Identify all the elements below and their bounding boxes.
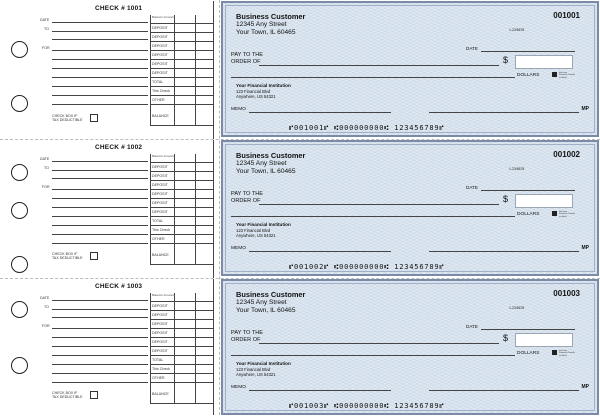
bank-address-line1: 123 Financial Blvd	[236, 367, 271, 372]
dollars-label: DOLLARS	[517, 212, 540, 217]
written-amount-line[interactable]	[231, 355, 515, 356]
dollar-sign: $	[503, 194, 509, 204]
bank-address-line2: Anywhere, US 54321	[236, 372, 276, 377]
business-address-line1: 12345 Any Street	[236, 21, 287, 28]
deposit-label: DEPOSIT	[152, 192, 168, 196]
balance-forward-label: Balance Forward	[152, 293, 175, 297]
check-strip-2	[0, 140, 600, 278]
deposit-label: DEPOSIT	[152, 71, 168, 75]
check	[221, 140, 599, 276]
stub-title: CHECK # 1002	[95, 144, 143, 151]
balance-forward-label: Balance Forward	[152, 154, 175, 158]
deposit-label: DEPOSIT	[152, 331, 168, 335]
check	[221, 1, 599, 137]
amount-field[interactable]	[515, 55, 573, 69]
stub-for-label: FOR	[42, 324, 50, 328]
check-strip-1	[0, 1, 600, 139]
check-number: 001003	[553, 289, 580, 298]
deposit-label: DEPOSIT	[152, 183, 168, 187]
payee-line[interactable]	[259, 204, 499, 205]
security-features-text: Security Features Details on Back	[559, 350, 575, 357]
deposit-label: DEPOSIT	[152, 44, 168, 48]
binder-hole-icon	[11, 164, 28, 181]
payee-line[interactable]	[259, 343, 499, 344]
pay-to-label: PAY TO THE ORDER OF	[231, 330, 264, 343]
check-stub	[0, 279, 218, 417]
micr-line: ⑈001002⑈ ⑆000000000⑆ 123456789⑈	[289, 263, 445, 271]
business-name: Business Customer	[236, 290, 306, 299]
deposit-label: DEPOSIT	[152, 165, 168, 169]
bank-address-line1: 123 Financial Blvd	[236, 89, 271, 94]
date-line[interactable]	[481, 51, 575, 52]
other-label: OTHER	[152, 98, 165, 102]
balance-label: BALANCE	[152, 253, 169, 257]
signature-line[interactable]	[429, 390, 579, 391]
this-check-label: This Check	[152, 89, 170, 93]
memo-label: MEMO	[231, 246, 246, 251]
total-label: TOTAL	[152, 358, 164, 362]
check-number: 001001	[553, 11, 580, 20]
deposit-label: DEPOSIT	[152, 313, 168, 317]
business-address-line2: Your Town, IL 60465	[236, 307, 296, 314]
binder-hole-icon	[11, 301, 28, 318]
amount-field[interactable]	[515, 333, 573, 347]
this-check-label: This Check	[152, 228, 170, 232]
deposit-label: DEPOSIT	[152, 349, 168, 353]
amount-field[interactable]	[515, 194, 573, 208]
date-label: DATE	[466, 46, 478, 51]
dollars-label: DOLLARS	[517, 73, 540, 78]
this-check-label: This Check	[152, 367, 170, 371]
check-stub	[0, 140, 218, 278]
stub-to-label: TO	[44, 27, 49, 31]
routing-fraction: 1-23/5678	[509, 306, 525, 310]
dollar-sign: $	[503, 55, 509, 65]
other-label: OTHER	[152, 237, 165, 241]
tax-deductible-checkbox[interactable]	[90, 391, 98, 399]
stub-tax-label: CHECK BOX IF	[52, 252, 78, 256]
deposit-label: DEPOSIT	[152, 174, 168, 178]
signature-line[interactable]	[429, 112, 579, 113]
deposit-label: DEPOSIT	[152, 210, 168, 214]
check-number: 001002	[553, 150, 580, 159]
tax-deductible-checkbox[interactable]	[90, 252, 98, 260]
business-address-line2: Your Town, IL 60465	[236, 168, 296, 175]
padlock-icon	[552, 350, 557, 355]
deposit-label: DEPOSIT	[152, 304, 168, 308]
pay-to-label: PAY TO THE ORDER OF	[231, 52, 264, 65]
balance-label: BALANCE	[152, 114, 169, 118]
deposit-label: DEPOSIT	[152, 322, 168, 326]
micr-line: ⑈001001⑈ ⑆000000000⑆ 123456789⑈	[289, 124, 445, 132]
business-address-line1: 12345 Any Street	[236, 299, 287, 306]
stub-to-label: TO	[44, 166, 49, 170]
stub-title: CHECK # 1003	[95, 283, 143, 290]
stub-for-label: FOR	[42, 185, 50, 189]
routing-fraction: 1-23/5678	[509, 28, 525, 32]
micr-line: ⑈001003⑈ ⑆000000000⑆ 123456789⑈	[289, 402, 445, 410]
bank-address-line2: Anywhere, US 54321	[236, 94, 276, 99]
bank-name: Your Financial Institution	[236, 361, 291, 366]
date-label: DATE	[466, 324, 478, 329]
memo-line[interactable]	[249, 112, 391, 113]
deposit-label: DEPOSIT	[152, 201, 168, 205]
business-name: Business Customer	[236, 12, 306, 21]
binder-hole-icon	[11, 256, 28, 273]
routing-fraction: 1-23/5678	[509, 167, 525, 171]
binder-hole-icon	[11, 41, 28, 58]
stub-to-label: TO	[44, 305, 49, 309]
signature-mark: MP	[581, 245, 589, 251]
deposit-label: DEPOSIT	[152, 53, 168, 57]
security-features-text: Security Features Details on Back	[559, 72, 575, 79]
business-name: Business Customer	[236, 151, 306, 160]
written-amount-line[interactable]	[231, 77, 515, 78]
binder-hole-icon	[11, 202, 28, 219]
signature-line[interactable]	[429, 251, 579, 252]
bank-address-line1: 123 Financial Blvd	[236, 228, 271, 233]
deposit-label: DEPOSIT	[152, 26, 168, 30]
business-address-line1: 12345 Any Street	[236, 160, 287, 167]
signature-mark: MP	[581, 106, 589, 112]
bank-address-line2: Anywhere, US 54321	[236, 233, 276, 238]
stub-for-label: FOR	[42, 46, 50, 50]
stub-date-label: DATE	[40, 296, 50, 300]
signature-mark: MP	[581, 384, 589, 390]
bank-name: Your Financial Institution	[236, 222, 291, 227]
padlock-icon	[552, 211, 557, 216]
payee-line[interactable]	[259, 65, 499, 66]
stub-tax-label: TAX DEDUCTIBLE	[52, 118, 83, 122]
date-label: DATE	[466, 185, 478, 190]
total-label: TOTAL	[152, 219, 164, 223]
memo-line[interactable]	[249, 390, 391, 391]
binder-hole-icon	[11, 357, 28, 374]
stub-tax-label: CHECK BOX IF	[52, 391, 78, 395]
pay-to-label: PAY TO THE ORDER OF	[231, 191, 264, 204]
memo-label: MEMO	[231, 107, 246, 112]
date-line[interactable]	[481, 329, 575, 330]
security-features-text: Security Features Details on Back	[559, 211, 575, 218]
padlock-icon	[552, 72, 557, 77]
check-stub	[0, 1, 218, 139]
memo-label: MEMO	[231, 385, 246, 390]
stub-date-label: DATE	[40, 157, 50, 161]
tax-deductible-checkbox[interactable]	[90, 114, 98, 122]
balance-forward-label: Balance Forward	[152, 15, 175, 19]
dollar-sign: $	[503, 333, 509, 343]
balance-label: BALANCE	[152, 392, 169, 396]
date-line[interactable]	[481, 190, 575, 191]
stub-title: CHECK # 1001	[95, 5, 143, 12]
stub-tax-label: TAX DEDUCTIBLE	[52, 256, 83, 260]
check-strip-3	[0, 279, 600, 417]
bank-name: Your Financial Institution	[236, 83, 291, 88]
stub-tax-label: TAX DEDUCTIBLE	[52, 395, 83, 399]
check	[221, 279, 599, 415]
stub-date-label: DATE	[40, 18, 50, 22]
stub-tax-label: CHECK BOX IF	[52, 114, 78, 118]
written-amount-line[interactable]	[231, 216, 515, 217]
deposit-label: DEPOSIT	[152, 340, 168, 344]
business-address-line2: Your Town, IL 60465	[236, 29, 296, 36]
other-label: OTHER	[152, 376, 165, 380]
deposit-label: DEPOSIT	[152, 62, 168, 66]
binder-hole-icon	[11, 95, 28, 112]
total-label: TOTAL	[152, 80, 164, 84]
deposit-label: DEPOSIT	[152, 35, 168, 39]
memo-line[interactable]	[249, 251, 391, 252]
dollars-label: DOLLARS	[517, 351, 540, 356]
